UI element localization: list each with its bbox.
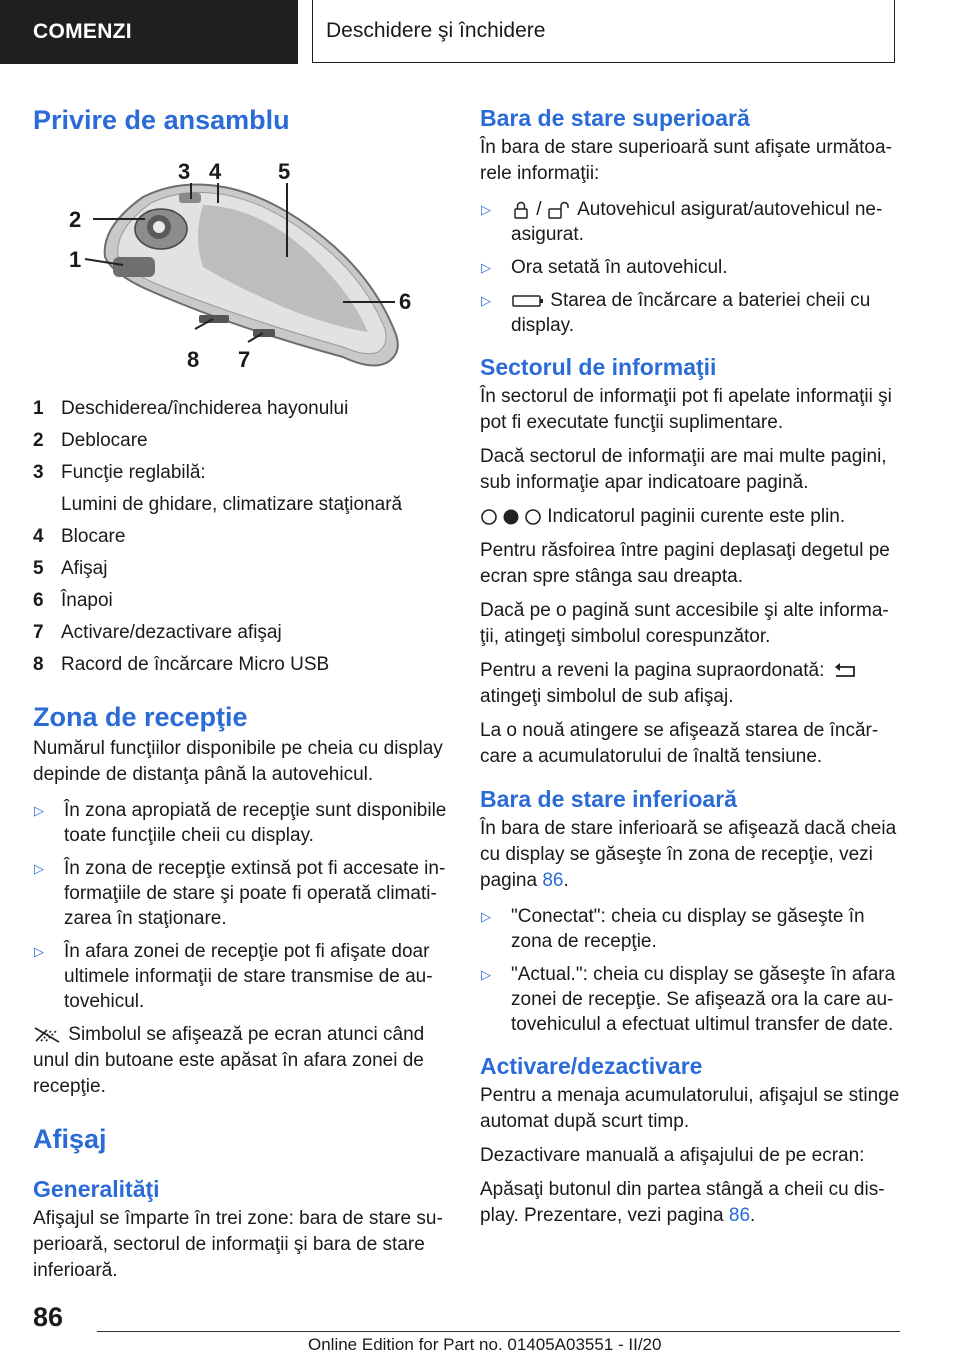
info-p1: În sectorul de informaţii pot fi apelate informaţii şi pot fi executate funcţii suplimentare. <box>480 386 892 433</box>
upper-status-heading: Bara de stare superioară <box>480 105 750 131</box>
lower-status-intro: În bara de stare inferioară se afişează dacă cheia cu display se găseşte în zona de recepţie, vezi pagina 86. <box>480 818 897 891</box>
page-indicator-icon <box>480 508 542 526</box>
overview-legend <box>33 396 448 678</box>
out-of-range-icon <box>33 1026 63 1044</box>
callout-7: 7 <box>238 347 251 372</box>
triangle-bullet-icon: ▷ <box>481 293 491 308</box>
edition-footer: Online Edition for Part no. 01405A03551 - II/20 <box>308 1335 662 1354</box>
triangle-bullet-icon: ▷ <box>481 260 491 275</box>
legend-item: 7 Activare/dezactivare afişaj <box>33 622 282 643</box>
legend-item: 5 Afişaj <box>33 558 108 579</box>
general-text: Afişajul se împarte în trei zone: bara de stare superioară, sectorul de informaţii şi bara de stare inferioară. <box>33 1208 443 1281</box>
list-item: ▷ În zona de recepţie extinsă pot fi accesate informaţiile de stare şi poate fi operată climatizarea în staţionare. <box>34 858 446 929</box>
callout-5: 5 <box>278 159 291 184</box>
info-p3: Indicatorul paginii curente este plin. <box>480 504 900 530</box>
legend-item: 6 Înapoi <box>33 590 113 611</box>
footer-divider <box>97 1331 900 1332</box>
callout-2: 2 <box>69 207 82 232</box>
legend-item: 8 Racord de încărcare Micro USB <box>33 654 330 675</box>
info-p2: Dacă sectorul de informaţii are mai multe pagini, sub informaţie apar indicatoare pagină. <box>480 446 887 493</box>
activation-p2: Dezactivare manuală a afişajului de pe ecran: <box>480 1145 865 1166</box>
list-item: ▷ Starea de încărcare a bateriei cheii cu display. <box>481 290 871 336</box>
left-column <box>33 95 448 1284</box>
symbol-note: Simbolul se afişează pe ecran atunci când unul din butoane este apăsat în afara zonei de recepţie. <box>33 1024 425 1097</box>
lower-status-list <box>480 904 900 1037</box>
legend-item: 4 Blocare <box>33 526 126 547</box>
legend-item: 1 Deschiderea/închiderea hayonului <box>33 398 349 419</box>
chapter-title: Deschidere şi închidere <box>326 19 546 42</box>
callout-6: 6 <box>399 289 412 314</box>
triangle-bullet-icon: ▷ <box>481 909 491 924</box>
callout-8: 8 <box>187 347 200 372</box>
battery-icon <box>511 293 545 309</box>
legend-item: 2 Deblocare <box>33 430 148 451</box>
list-item: ▷ / Autovehicul asigurat/autovehicul neasigurat. <box>481 199 883 245</box>
triangle-bullet-icon: ▷ <box>34 944 44 959</box>
chapter-tab <box>312 0 895 63</box>
display-heading: Afişaj <box>33 1124 107 1154</box>
activation-p3: Apăsaţi butonul din partea stângă a cheii cu display. Prezentare, vezi pagina 86. <box>480 1179 885 1226</box>
triangle-bullet-icon: ▷ <box>481 202 491 217</box>
triangle-bullet-icon: ▷ <box>34 803 44 818</box>
page-number: 86 <box>33 1302 64 1332</box>
page-link[interactable]: 86 <box>728 1205 751 1226</box>
list-item: ▷ "Conectat": cheia cu display se găseşte în zona de recepţie. <box>481 906 865 952</box>
display-key-illustration <box>33 157 433 382</box>
info-p4: Pentru răsfoirea între pagini deplasaţi degetul pe ecran spre stânga sau dreapta. <box>480 540 890 587</box>
activation-heading: Activare/dezactivare <box>480 1053 703 1079</box>
back-arrow-icon <box>830 662 860 680</box>
reception-intro: Numărul funcţiilor disponibile pe cheia cu display depinde de distanţa până la autovehicul. <box>33 738 443 785</box>
right-column <box>480 95 900 1229</box>
info-p7: La o nouă atingere se afişează starea de încărcare a acumulatorului de înaltă tensiune. <box>480 720 879 767</box>
upper-status-list <box>480 197 900 338</box>
info-sector-heading: Sectorul de informaţii <box>480 354 717 380</box>
section-tab <box>0 0 298 64</box>
reception-heading: Zona de recepţie <box>33 702 248 732</box>
callout-1: 1 <box>69 247 82 272</box>
page-link[interactable]: 86 <box>542 870 564 891</box>
general-heading: Generalităţi <box>33 1176 160 1202</box>
lower-status-heading: Bara de stare inferioară <box>480 786 737 812</box>
activation-p1: Pentru a menaja acumulatorului, afişajul se stinge automat după scurt timp. <box>480 1085 900 1132</box>
lock-closed-icon <box>511 200 531 220</box>
legend-item: 3 Funcţie reglabilă: Lumini de ghidare, climatizare staţionară <box>33 462 403 515</box>
lock-open-icon <box>547 200 573 220</box>
list-item: ▷ În zona apropiată de recepţie sunt disponibile toate funcţiile cheii cu display. <box>34 800 447 846</box>
callout-3: 3 <box>178 159 191 184</box>
list-item: ▷ În afara zonei de recepţie pot fi afişate doar ultimele informaţii de stare transmise de autovehicul. <box>34 941 433 1012</box>
triangle-bullet-icon: ▷ <box>34 861 44 876</box>
reception-list <box>33 798 448 1014</box>
section-title: COMENZI <box>33 20 132 43</box>
list-item: ▷ Ora setată în autovehicul. <box>481 257 728 278</box>
info-p5: Dacă pe o pagină sunt accesibile şi alte informaţii, atingeţi simbolul corespunzător. <box>480 600 889 647</box>
triangle-bullet-icon: ▷ <box>481 967 491 982</box>
info-p6: Pentru a reveni la pagina supraordonată: atingeţi simbolul de sub afişaj. <box>480 658 900 710</box>
list-item: ▷ "Actual.": cheia cu display se găseşte în afara zonei de recepţie. Se afişează ora la care autovehiculul a efectuat ultimul transfer de date. <box>481 964 896 1035</box>
overview-heading: Privire de ansamblu <box>33 105 290 135</box>
upper-status-intro: În bara de stare superioară sunt afişate următoarele informaţii: <box>480 137 892 184</box>
callout-4: 4 <box>209 159 222 184</box>
